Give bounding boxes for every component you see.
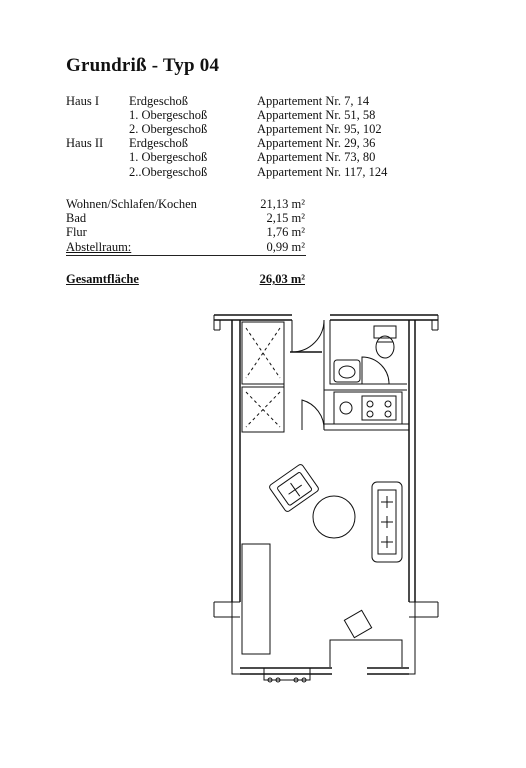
floor-label: 1. Obergeschoß [129,150,208,164]
floor-label: 2. Obergeschoß [129,122,208,136]
floor-label: 2..Obergeschoß [129,165,208,179]
area-value: 1,76 m² [266,225,305,239]
apartment-numbers: Appartement Nr. 95, 102 [257,122,382,136]
apartment-numbers: Appartement Nr. 51, 58 [257,108,376,122]
house-label: Haus I [66,94,99,108]
page-title: Grundriß - Typ 04 [66,55,220,76]
area-value: 2,15 m² [266,211,305,225]
apartment-numbers: Appartement Nr. 73, 80 [257,150,376,164]
house-label: Haus II [66,136,104,150]
divider [66,255,306,256]
area-name: Flur [66,225,87,239]
area-name: Wohnen/Schlafen/Kochen [66,197,197,211]
floor-label: 1. Obergeschoß [129,108,208,122]
floor-label: Erdgeschoß [129,94,189,108]
area-value: 21,13 m² [260,197,305,211]
area-name: Bad [66,211,87,225]
floor-plan [212,312,442,684]
apartment-numbers: Appartement Nr. 117, 124 [257,165,388,179]
apartment-numbers: Appartement Nr. 7, 14 [257,94,370,108]
total-label: Gesamtfläche [66,272,139,286]
area-name: Abstellraum: [66,240,132,254]
floor-label: Erdgeschoß [129,136,189,150]
area-value: 0,99 m² [266,240,305,254]
total-value: 26,03 m² [259,272,305,286]
apartment-numbers: Appartement Nr. 29, 36 [257,136,376,150]
